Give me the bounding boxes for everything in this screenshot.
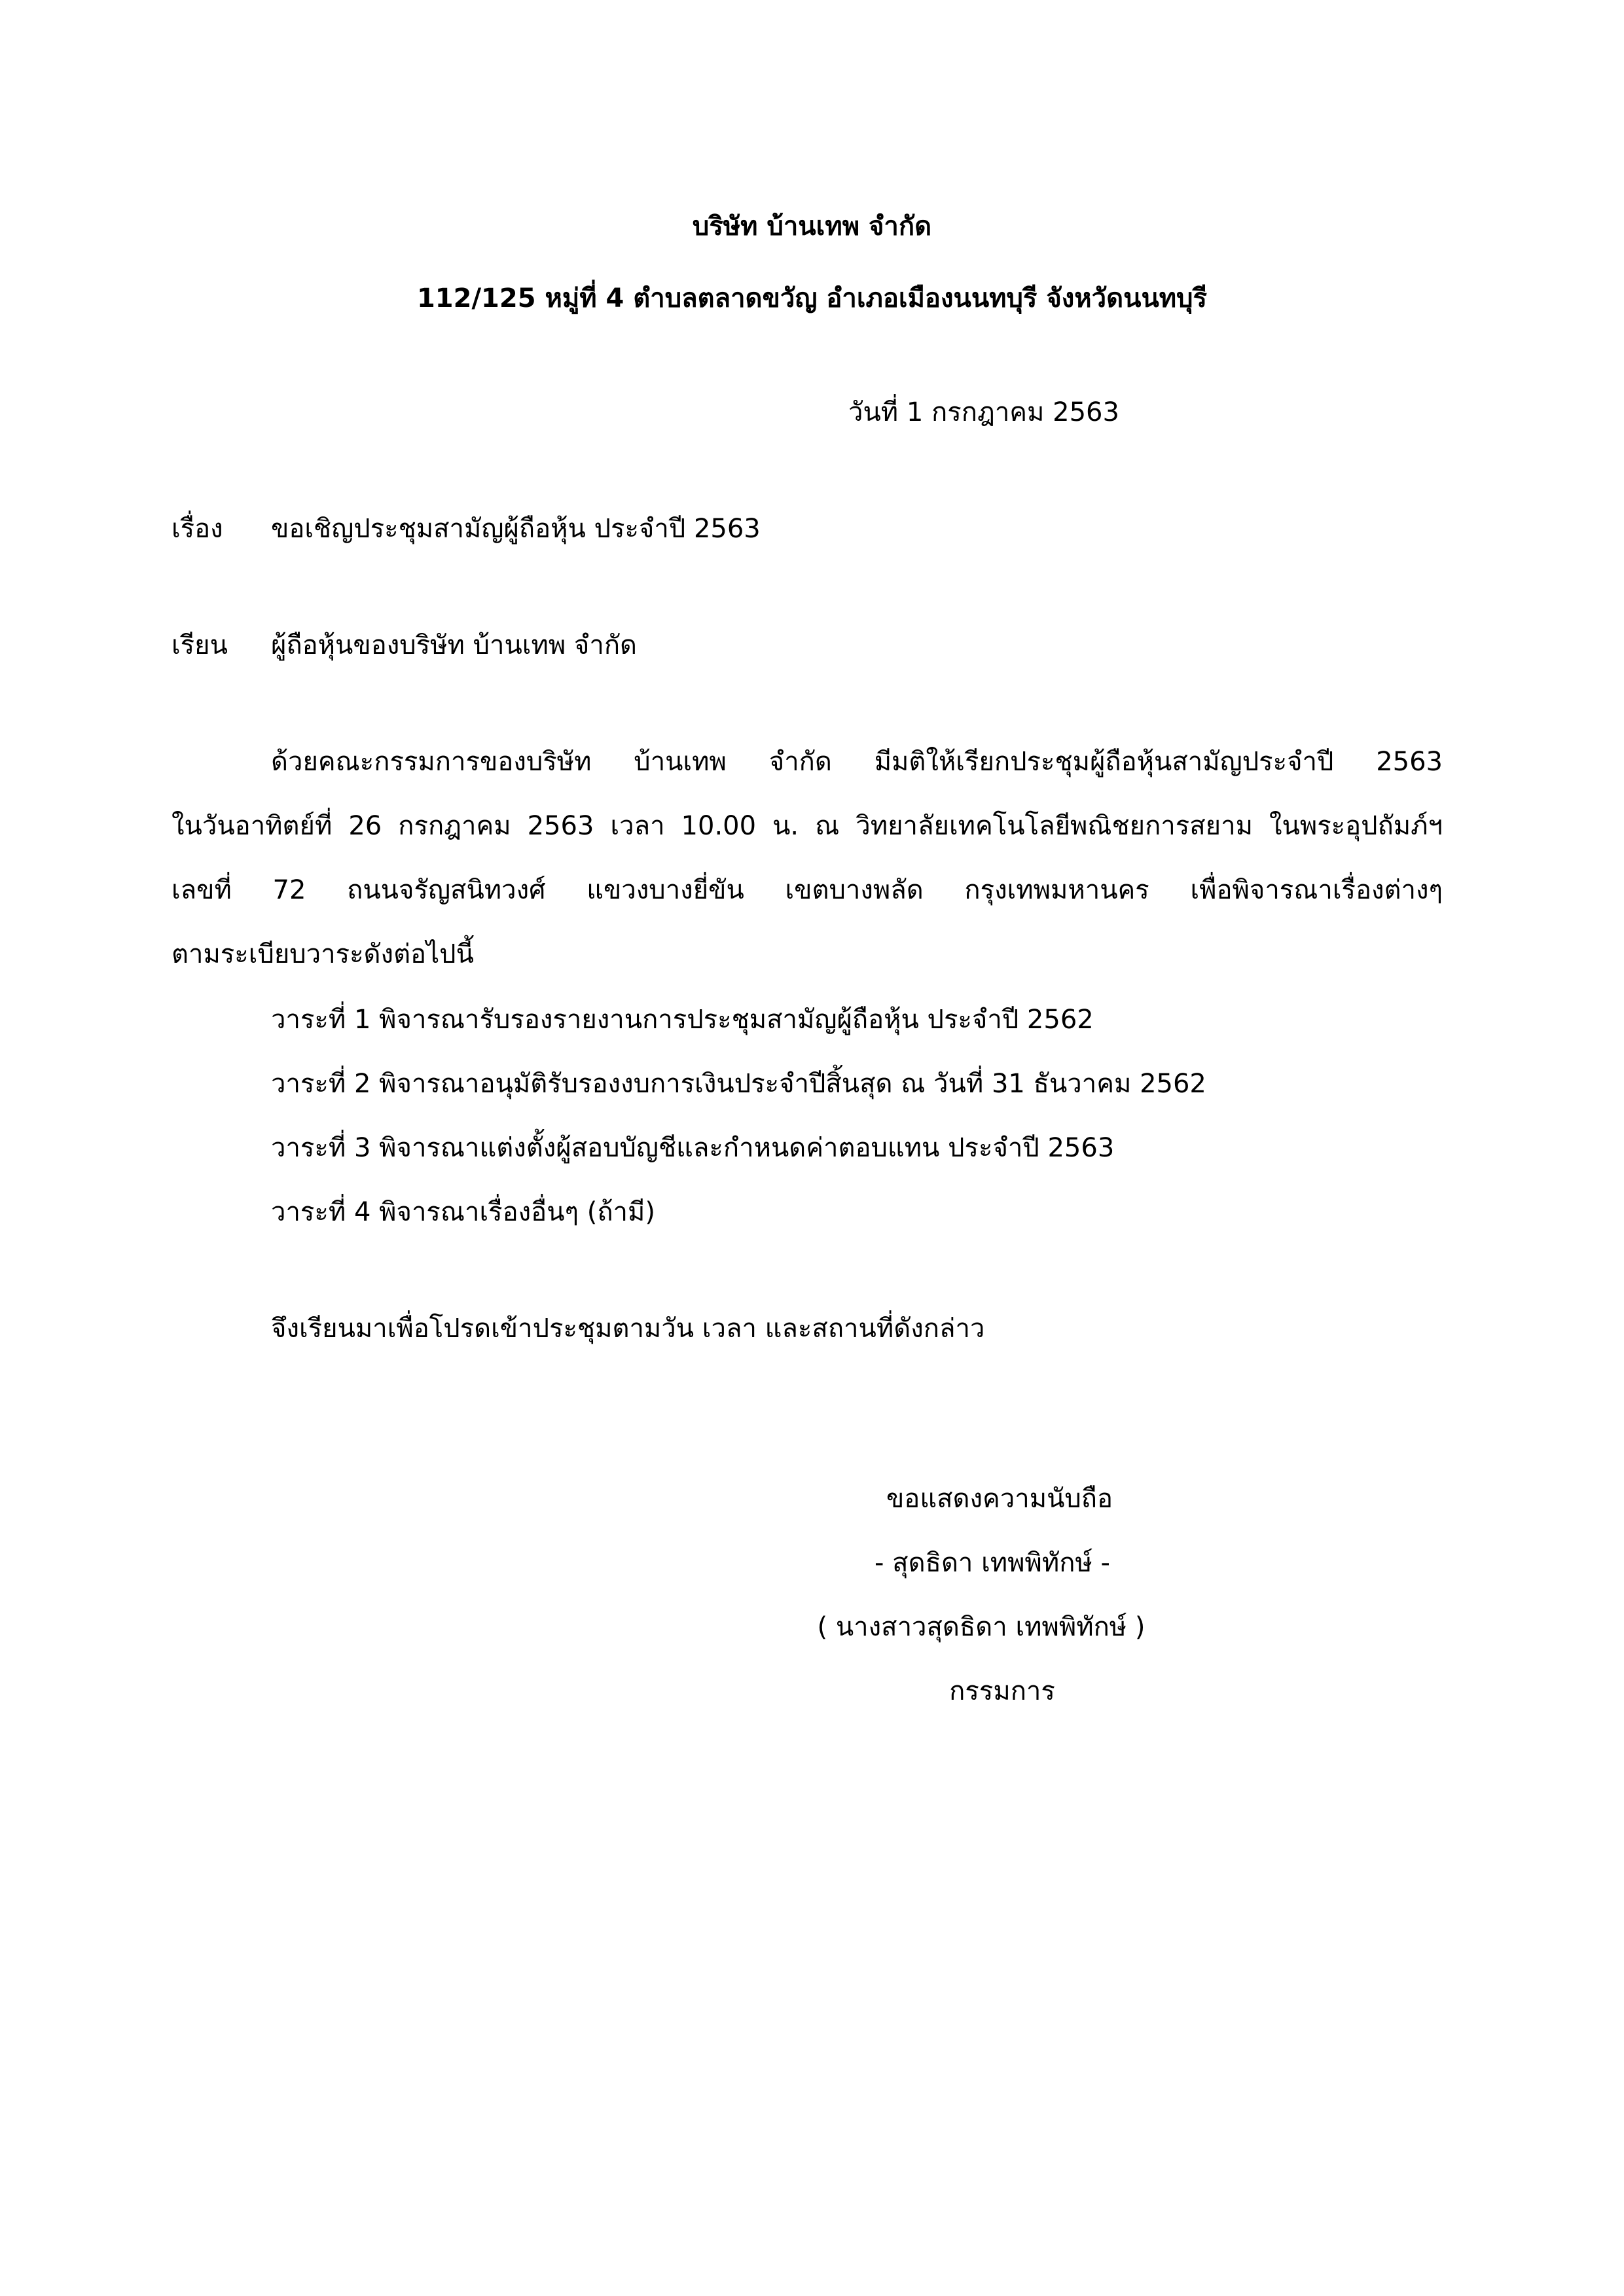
body-paragraph-line: ด้วยคณะกรรมการของบริษัท บ้านเทพ จำกัด มีมติให้เรียกประชุมผู้ถือหุ้นสามัญประจำปี 2563 [271, 747, 1443, 777]
body-paragraph-line: ในวันอาทิตย์ที่ 26 กรกฎาคม 2563 เวลา 10.00 น. ณ วิทยาลัยเทคโนโลยีพณิชยการสยาม ในพระอุปถัมภ์ฯ [171, 811, 1443, 841]
agenda-item: วาระที่ 4 พิจารณาเรื่องอื่นๆ (ถ้ามี) [271, 1197, 655, 1227]
closing-sentence: จึงเรียนมาเพื่อโปรดเข้าประชุมตามวัน เวลา และสถานที่ดังกล่าว [271, 1314, 985, 1344]
signature-full-name: ( นางสาวสุดธิดา เทพพิทักษ์ ) [817, 1612, 1146, 1642]
letter-date: วันที่ 1 กรกฎาคม 2563 [848, 397, 1119, 427]
agenda-item: วาระที่ 1 พิจารณารับรองรายงานการประชุมสามัญผู้ถือหุ้น ประจำปี 2562 [271, 1005, 1094, 1035]
company-address: 112/125 หมู่ที่ 4 ตำบลตลาดขวัญ อำเภอเมืองนนทบุรี จังหวัดนนทบุรี [416, 283, 1208, 314]
recipient-label: เรียน [171, 630, 228, 660]
company-name: บริษัท บ้านเทพ จำกัด [692, 211, 932, 242]
body-paragraph-line: เลขที่ 72 ถนนจรัญสนิทวงศ์ แขวงบางยี่ขัน เขตบางพลัด กรุงเทพมหานคร เพื่อพิจารณาเรื่องต่างๆ [171, 875, 1443, 905]
body-paragraph-line: ตามระเบียบวาระดังต่อไปนี้ [171, 939, 474, 969]
agenda-item: วาระที่ 3 พิจารณาแต่งตั้งผู้สอบบัญชีและกำหนดค่าตอบแทน ประจำปี 2563 [271, 1133, 1115, 1163]
subject-text: ขอเชิญประชุมสามัญผู้ถือหุ้น ประจำปี 2563 [271, 514, 761, 544]
agenda-item: วาระที่ 2 พิจารณาอนุมัติรับรองงบการเงินประจำปีสิ้นสุด ณ วันที่ 31 ธันวาคม 2562 [271, 1069, 1206, 1099]
subject-label: เรื่อง [171, 514, 223, 544]
signature-position: กรรมการ [949, 1676, 1055, 1706]
signature-signed-name: - สุดธิดา เทพพิทักษ์ - [875, 1548, 1110, 1578]
recipient-text: ผู้ถือหุ้นของบริษัท บ้านเทพ จำกัด [271, 630, 638, 660]
signature-salutation: ขอแสดงความนับถือ [886, 1484, 1113, 1514]
